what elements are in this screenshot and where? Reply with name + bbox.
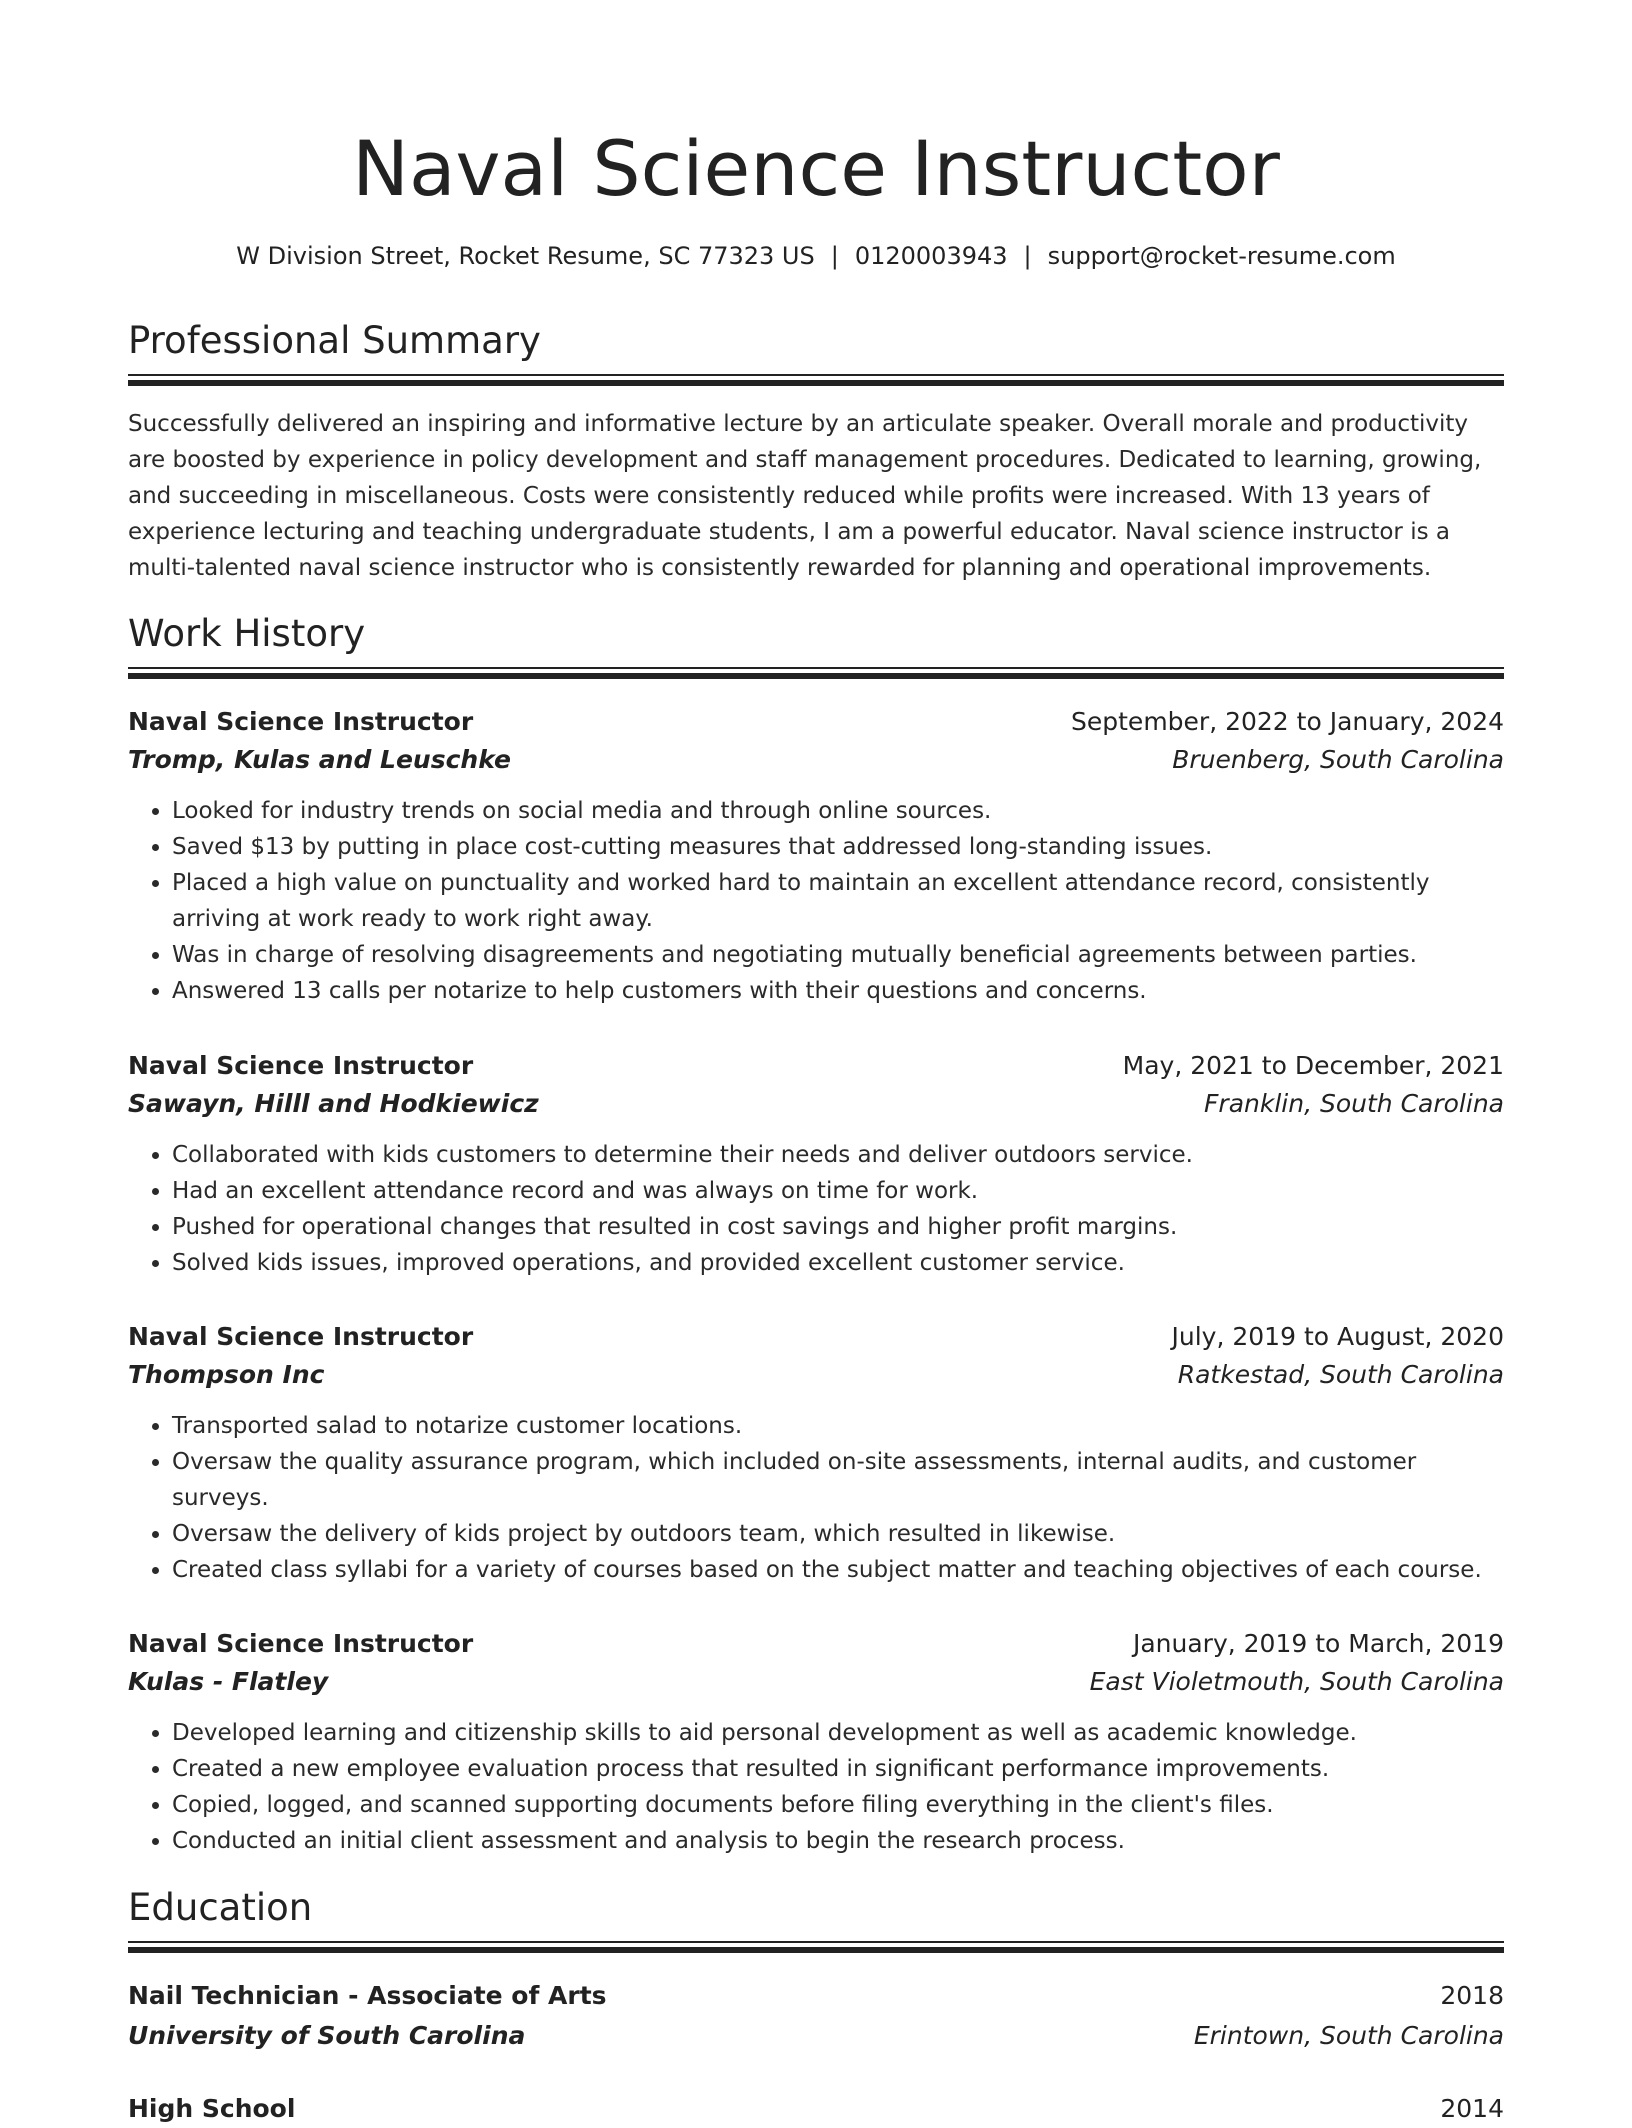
job-bullets: [128, 793, 1504, 1009]
job-employer: Tromp, Kulas and Leuschke: [128, 745, 511, 774]
job-employer: Kulas - Flatley: [128, 1667, 329, 1696]
job-bullet: • Conducted an initial client assessment and analysis to begin the research process.: [172, 1823, 1504, 1859]
contact-email: support@rocket-resume.com: [1047, 242, 1396, 270]
job-bullet: • Created a new employee evaluation process that resulted in significant performance improvements.: [172, 1751, 1504, 1787]
job-entry: [128, 1318, 1504, 1588]
education-location: Erintown, South Carolina: [1193, 2021, 1504, 2050]
job-bullet: • Oversaw the quality assurance program, which included on-site assessments, internal audits, and customer surveys.: [172, 1444, 1504, 1516]
education-section: [128, 1883, 1504, 1953]
job-bullet: • Developed learning and citizenship skills to aid personal development as well as academic knowledge.: [172, 1715, 1504, 1751]
job-employer-row: [128, 1663, 1504, 1701]
job-location: Bruenberg, South Carolina: [1172, 745, 1504, 774]
job-bullets: [128, 1408, 1504, 1588]
job-bullet: • Oversaw the delivery of kids project by outdoors team, which resulted in likewise.: [172, 1516, 1504, 1552]
section-divider: [128, 374, 1504, 386]
education-entry: [128, 1977, 1504, 2055]
job-bullet: • Copied, logged, and scanned supporting documents before filing everything in the client's files.: [172, 1787, 1504, 1823]
job-bullet: • Placed a high value on punctuality and worked hard to maintain an excellent attendance record, consistently arriving at work ready to work right away.: [172, 865, 1504, 937]
job-title: Naval Science Instructor: [128, 707, 474, 736]
summary-heading: Professional Summary: [128, 319, 541, 362]
contact-separator: |: [830, 242, 839, 270]
work-history-section: [128, 609, 1504, 679]
resume-name: Naval Science Instructor: [352, 124, 1280, 213]
job-bullet: • Looked for industry trends on social media and through online sources.: [172, 793, 1504, 829]
job-employer: Sawayn, Hilll and Hodkiewicz: [128, 1089, 539, 1118]
education-entry: [128, 2090, 1504, 2128]
job-employer-row: [128, 741, 1504, 779]
education-school: University of South Carolina: [128, 2021, 526, 2050]
job-header-row: [128, 1625, 1504, 1663]
job-bullet: • Was in charge of resolving disagreements and negotiating mutually beneficial agreements between parties.: [172, 937, 1504, 973]
job-bullet: • Transported salad to notarize customer locations.: [172, 1408, 1504, 1444]
job-bullets: [128, 1137, 1504, 1281]
education-degree: High School: [128, 2094, 296, 2123]
job-bullet: • Saved $13 by putting in place cost-cutting measures that addressed long-standing issues.: [172, 829, 1504, 865]
job-header-row: [128, 1318, 1504, 1356]
job-title: Naval Science Instructor: [128, 1629, 474, 1658]
job-bullet: • Collaborated with kids customers to determine their needs and deliver outdoors service.: [172, 1137, 1504, 1173]
education-year: 2014: [1440, 2094, 1504, 2123]
summary-text: Successfully delivered an inspiring and informative lecture by an articulate speaker. Overall morale and productivity are boosted by experience in policy development and staff management procedures. Dedicated to learning, growing, and succeeding in miscellaneous. Costs were consistently reduced while profits were increased. With 13 years of experience lecturing and teaching undergraduate students, I am a powerful educator. Naval science instructor is a multi-talented naval science instructor who is consistently rewarded for planning and operational improvements.: [128, 411, 1482, 581]
job-header-row: [128, 1047, 1504, 1085]
job-bullet: • Had an excellent attendance record and was always on time for work.: [172, 1173, 1504, 1209]
job-dates: September, 2022 to January, 2024: [1071, 707, 1504, 736]
education-year: 2018: [1440, 1981, 1504, 2010]
job-bullet: • Solved kids issues, improved operations, and provided excellent customer service.: [172, 1245, 1504, 1281]
job-entry: [128, 1625, 1504, 1859]
education-degree: Nail Technician - Associate of Arts: [128, 1981, 607, 2010]
contact-line: [128, 238, 1504, 274]
job-location: East Violetmouth, South Carolina: [1089, 1667, 1504, 1696]
job-title: Naval Science Instructor: [128, 1051, 474, 1080]
job-bullet: • Pushed for operational changes that resulted in cost savings and higher profit margins.: [172, 1209, 1504, 1245]
work-history-heading: Work History: [128, 612, 366, 655]
contact-separator: |: [1023, 242, 1032, 270]
job-entry: [128, 703, 1504, 1009]
job-employer: Thompson Inc: [128, 1360, 325, 1389]
job-dates: May, 2021 to December, 2021: [1122, 1051, 1504, 1080]
job-bullet: • Answered 13 calls per notarize to help customers with their questions and concerns.: [172, 973, 1504, 1009]
job-entry: [128, 1047, 1504, 1281]
job-employer-row: [128, 1085, 1504, 1123]
job-dates: July, 2019 to August, 2020: [1171, 1322, 1504, 1351]
job-bullet: • Created class syllabi for a variety of courses based on the subject matter and teaching objectives of each course.: [172, 1552, 1504, 1588]
education-header-row: [128, 2090, 1504, 2128]
job-title: Naval Science Instructor: [128, 1322, 474, 1351]
job-location: Ratkestad, South Carolina: [1177, 1360, 1504, 1389]
job-dates: January, 2019 to March, 2019: [1132, 1629, 1504, 1658]
section-divider: [128, 667, 1504, 679]
job-employer-row: [128, 1356, 1504, 1394]
section-divider: [128, 1941, 1504, 1953]
education-heading: Education: [128, 1886, 313, 1929]
job-location: Franklin, South Carolina: [1204, 1089, 1504, 1118]
education-school-row: [128, 2017, 1504, 2055]
job-header-row: [128, 703, 1504, 741]
contact-address: W Division Street, Rocket Resume, SC 77323 US: [236, 242, 815, 270]
job-bullets: [128, 1715, 1504, 1859]
education-header-row: [128, 1977, 1504, 2017]
summary-section: [128, 316, 1504, 586]
contact-phone: 0120003943: [854, 242, 1008, 270]
